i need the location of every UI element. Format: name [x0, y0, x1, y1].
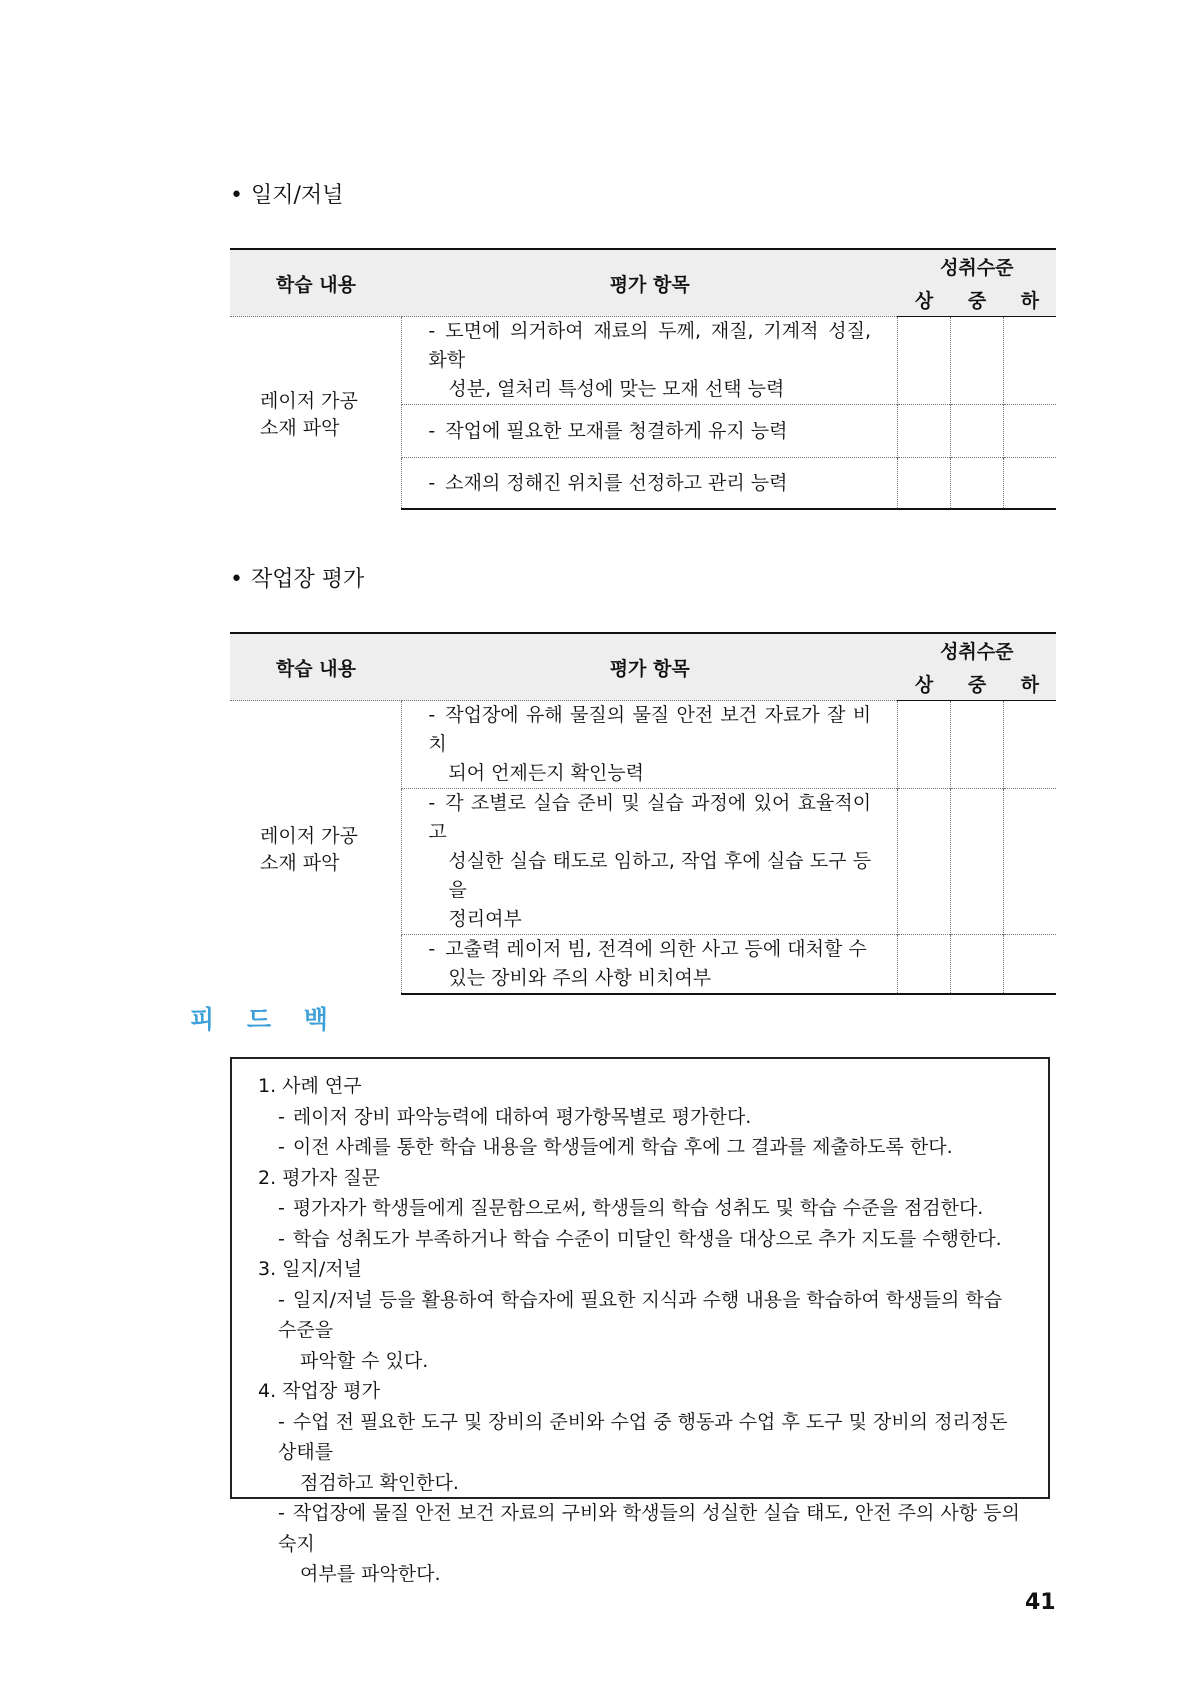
item-text: 있는 장비와 주의 사항 비치여부 — [448, 967, 712, 989]
dash-icon: - — [278, 1105, 285, 1128]
feedback-item — [258, 1132, 1026, 1163]
feedback-item — [258, 1193, 1026, 1224]
header-item: 평가 항목 — [402, 633, 898, 701]
level-cell — [1004, 935, 1057, 995]
content-line: 소재 파악 — [260, 417, 340, 439]
section-label-workshop — [230, 562, 364, 593]
feedback-text: 파악할 수 있다. — [300, 1349, 429, 1372]
feedback-text: 작업장에 물질 안전 보건 자료의 구비와 학생들의 성실한 실습 태도, 안전 주의 사항 등의 숙지 — [278, 1502, 1020, 1555]
feedback-text: 점검하고 확인한다. — [300, 1471, 459, 1494]
feedback-text: 수업 전 필요한 도구 및 장비의 준비와 수업 중 행동과 수업 후 도구 및 장비의 정리정돈 상태를 — [278, 1410, 1008, 1463]
header-level-high: 상 — [898, 667, 951, 701]
level-cell — [1004, 701, 1057, 789]
dash-icon: - — [278, 1502, 285, 1524]
feedback-heading: 2. 평가자 질문 — [258, 1166, 380, 1189]
level-cell — [898, 701, 951, 789]
feedback-text: 이전 사례를 통한 학습 내용을 학생들에게 학습 후에 그 결과를 제출하도록 한다. — [292, 1136, 953, 1158]
header-level-low: 하 — [1004, 283, 1057, 317]
content-cell — [230, 701, 402, 995]
item-cell — [402, 701, 898, 789]
header-level-high: 상 — [898, 283, 951, 317]
item-text: 각 조별로 실습 준비 및 실습 과정에 있어 효율적이고 — [428, 792, 872, 843]
feedback-text: 여부를 파악한다. — [300, 1563, 441, 1585]
feedback-item — [258, 1224, 1026, 1255]
content-cell — [230, 317, 402, 510]
header-level-mid: 중 — [951, 283, 1004, 317]
evaluation-table-journal — [230, 248, 1056, 510]
item-cell — [402, 458, 898, 510]
section-title: 일지/저널 — [250, 183, 344, 208]
dash-icon: - — [428, 792, 436, 814]
header-content: 학습 내용 — [230, 633, 402, 701]
content-line: 레이저 가공 — [260, 390, 358, 412]
level-cell — [951, 405, 1004, 458]
content-line: 소재 파악 — [260, 851, 340, 874]
evaluation-table-workshop — [230, 632, 1056, 995]
header-item: 평가 항목 — [402, 249, 898, 317]
level-cell — [1004, 317, 1057, 405]
item-text: 소재의 정해진 위치를 선정하고 관리 능력 — [445, 471, 788, 494]
feedback-text: 레이저 장비 파악능력에 대하여 평가항목별로 평가한다. — [292, 1105, 752, 1128]
feedback-title: 피 드 백 — [190, 1005, 340, 1034]
feedback-item — [258, 1498, 1026, 1559]
feedback-text: 일지/저널 등을 활용하여 학습자에 필요한 지식과 수행 내용을 학습하여 학생들의 학습 수준을 — [278, 1288, 1003, 1341]
level-cell — [1004, 789, 1057, 935]
feedback-item — [258, 1285, 1026, 1346]
level-cell — [951, 458, 1004, 510]
bullet-icon: • — [230, 567, 243, 592]
feedback-item — [258, 1102, 1026, 1133]
dash-icon: - — [278, 1197, 285, 1219]
feedback-text: 학습 성취도가 부족하거나 학습 수준이 미달인 학생을 대상으로 추가 지도를 수행한다. — [292, 1227, 1002, 1250]
level-cell — [898, 935, 951, 995]
level-cell — [898, 317, 951, 405]
level-cell — [951, 317, 1004, 405]
dash-icon: - — [278, 1136, 285, 1158]
item-text: 도면에 의거하여 재료의 두께, 재질, 기계적 성질, 화학 — [428, 320, 872, 371]
table-header-row — [230, 633, 1056, 667]
dash-icon: - — [428, 704, 436, 726]
level-cell — [951, 701, 1004, 789]
item-text: 성분, 열처리 특성에 맞는 모재 선택 능력 — [448, 378, 785, 400]
dash-icon: - — [428, 938, 436, 960]
header-level-mid: 중 — [951, 667, 1004, 701]
item-text: 되어 언제든지 확인능력 — [448, 762, 645, 784]
dash-icon: - — [278, 1227, 285, 1250]
table-row — [230, 701, 1056, 789]
dash-icon: - — [428, 320, 436, 342]
level-cell — [1004, 405, 1057, 458]
level-cell — [951, 935, 1004, 995]
level-cell — [898, 458, 951, 510]
bullet-icon: • — [230, 183, 243, 208]
table-header-row — [230, 249, 1056, 283]
feedback-heading: 1. 사례 연구 — [258, 1075, 362, 1097]
table-row — [230, 317, 1056, 405]
feedback-box — [230, 1057, 1050, 1585]
feedback-heading: 3. 일지/저널 — [258, 1258, 362, 1280]
section-label-journal — [230, 178, 343, 209]
item-text: 고출력 레이저 빔, 전격에 의한 사고 등에 대처할 수 — [445, 938, 867, 960]
item-text: 작업에 필요한 모재를 청결하게 유지 능력 — [445, 419, 788, 442]
item-text: 작업장에 유해 물질의 물질 안전 보건 자료가 잘 비치 — [428, 704, 872, 755]
header-content: 학습 내용 — [230, 249, 402, 317]
item-cell — [402, 317, 898, 405]
dash-icon: - — [428, 419, 436, 442]
item-cell — [402, 789, 898, 935]
item-cell — [402, 935, 898, 995]
item-text: 성실한 실습 태도로 임하고, 작업 후에 실습 도구 등을 — [448, 850, 872, 901]
item-text: 정리여부 — [448, 908, 522, 930]
dash-icon: - — [278, 1410, 285, 1433]
section-title: 작업장 평가 — [250, 567, 365, 592]
item-cell — [402, 405, 898, 458]
dash-icon: - — [278, 1288, 285, 1311]
header-level-low: 하 — [1004, 667, 1057, 701]
level-cell — [951, 789, 1004, 935]
dash-icon: - — [428, 471, 436, 494]
level-cell — [1004, 458, 1057, 510]
content-line: 레이저 가공 — [260, 824, 358, 847]
header-achievement: 성취수준 — [898, 249, 1056, 283]
header-achievement: 성취수준 — [898, 633, 1056, 667]
level-cell — [898, 405, 951, 458]
feedback-text: 평가자가 학생들에게 질문함으로써, 학생들의 학습 성취도 및 학습 수준을 점검한다. — [292, 1197, 984, 1219]
feedback-item — [258, 1407, 1026, 1468]
level-cell — [898, 789, 951, 935]
feedback-heading: 4. 작업장 평가 — [258, 1380, 380, 1402]
page-number: 41 — [1025, 1590, 1056, 1615]
